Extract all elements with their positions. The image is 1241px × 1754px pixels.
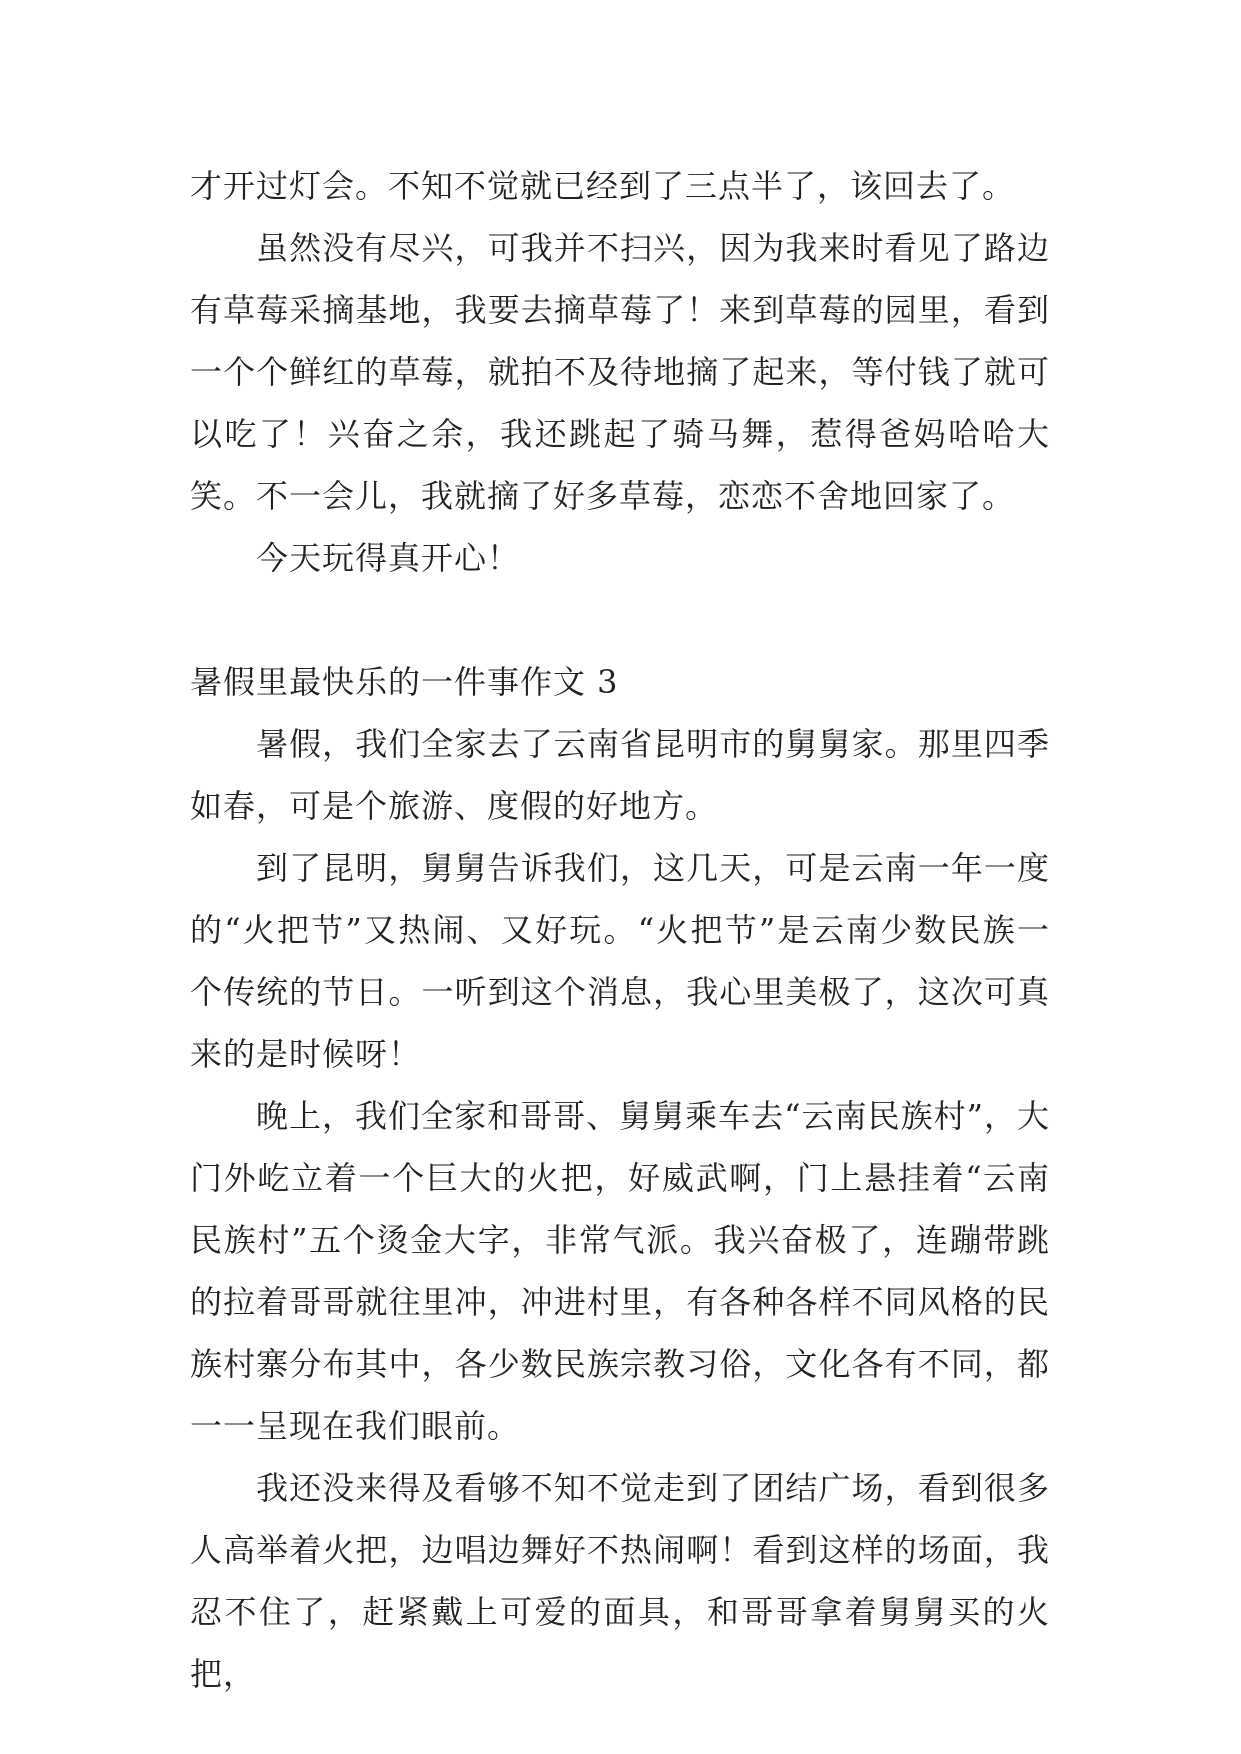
document-body	[190, 155, 1050, 1705]
paragraph-continuation: 才开过灯会。不知不觉就已经到了三点半了，该回去了。	[190, 167, 1016, 205]
paragraph-happy-day: 今天玩得真开心！	[256, 539, 521, 577]
paragraph-unity-square: 我还没来得及看够不知不觉走到了团结广场，看到很多人高举着火把，边唱边舞好不热闹啊！看到这样的场面，我忍不住了，赶紧戴上可爱的面具，和哥哥拿着舅舅买的火把，	[190, 1469, 1050, 1693]
paragraph-torch-festival: 到了昆明，舅舅告诉我们，这几天，可是云南一年一度的“火把节”又热闹、又好玩。“火把节”是云南少数民族一个传统的节日。一听到这个消息，我心里美极了，这次可真来的是时候呀！	[190, 849, 1050, 1073]
paragraph-ethnic-village: 晚上，我们全家和哥哥、舅舅乘车去“云南民族村”，大门外屹立着一个巨大的火把，好威武啊，门上悬挂着“云南民族村”五个烫金大字，非常气派。我兴奋极了，连蹦带跳的拉着哥哥就往里冲，冲进村里，有各种各样不同风格的民族村寨分布其中，各少数民族宗教习俗，文化各有不同，都一一呈现在我们眼前。	[190, 1097, 1050, 1445]
paragraph-kunming-trip: 暑假，我们全家去了云南省昆明市的舅舅家。那里四季如春，可是个旅游、度假的好地方。	[190, 725, 1050, 825]
paragraph-strawberry-picking: 虽然没有尽兴，可我并不扫兴，因为我来时看见了路边有草莓采摘基地，我要去摘草莓了！来到草莓的园里，看到一个个鲜红的草莓，就拍不及待地摘了起来，等付钱了就可以吃了！兴奋之余，我还跳起了骑马舞，惹得爸妈哈哈大笑。不一会儿，我就摘了好多草莓，恋恋不舍地回家了。	[190, 229, 1050, 515]
section-spacer	[190, 589, 1050, 651]
section-title: 暑假里最快乐的一件事作文 3	[190, 663, 619, 701]
